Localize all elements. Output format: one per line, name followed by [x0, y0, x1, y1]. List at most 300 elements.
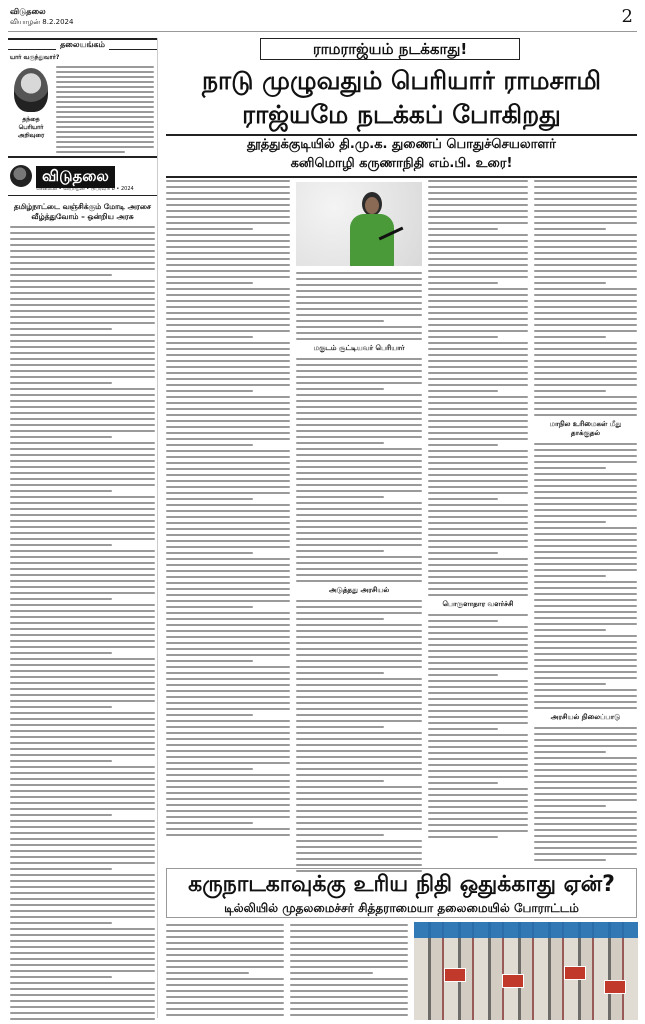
text-line — [166, 528, 290, 530]
text-line — [10, 640, 155, 642]
text-line — [166, 468, 290, 470]
text-line — [296, 484, 422, 486]
text-line — [166, 492, 290, 494]
text-line — [296, 358, 422, 360]
text-line — [10, 568, 155, 570]
text-line — [296, 702, 422, 704]
text-line — [166, 378, 290, 380]
text-line — [428, 680, 528, 682]
text-line — [10, 352, 155, 354]
text-line — [166, 324, 290, 326]
text-line — [296, 544, 422, 546]
text-line — [166, 642, 290, 644]
text-line — [10, 466, 155, 468]
text-line — [166, 330, 290, 332]
text-line — [10, 892, 155, 894]
text-line — [10, 406, 155, 408]
text-line — [428, 186, 528, 188]
text-line — [428, 456, 528, 458]
text-line — [166, 198, 290, 200]
text-line — [296, 720, 422, 722]
text-line — [428, 258, 528, 260]
text-line — [10, 646, 155, 648]
text-line — [10, 316, 155, 318]
text-line — [166, 816, 290, 818]
text-line — [296, 412, 422, 414]
text-line — [534, 695, 637, 697]
text-line — [534, 204, 637, 206]
text-line — [166, 396, 290, 398]
text-line — [10, 502, 155, 504]
text-line — [10, 412, 155, 414]
text-line — [296, 478, 422, 480]
text-line — [166, 420, 290, 422]
text-line — [428, 644, 528, 646]
text-line — [428, 522, 528, 524]
text-line — [290, 966, 408, 968]
text-line — [166, 462, 290, 464]
text-line — [290, 972, 373, 974]
text-line — [428, 210, 528, 212]
text-line — [296, 654, 422, 656]
text-line — [296, 418, 422, 420]
text-line — [534, 805, 606, 807]
text-line — [166, 516, 290, 518]
text-line — [534, 599, 637, 601]
text-line — [10, 988, 155, 990]
text-line — [166, 234, 290, 236]
text-line — [534, 276, 637, 278]
text-line — [10, 520, 155, 522]
text-line — [428, 576, 528, 578]
text-line — [10, 280, 155, 282]
text-line — [428, 614, 528, 616]
text-line — [10, 226, 155, 228]
text-line — [10, 232, 155, 234]
text-line — [296, 370, 422, 372]
text-line — [296, 514, 422, 516]
text-line — [10, 736, 155, 738]
section-subhead: மாநில உரிமைகள் மீது தாக்குதல் — [549, 420, 622, 437]
text-line — [428, 746, 528, 748]
text-line — [10, 874, 155, 876]
text-line — [428, 288, 528, 290]
text-line — [534, 503, 637, 505]
speaker-photo — [296, 182, 422, 266]
text-line — [166, 414, 290, 416]
text-line — [166, 216, 290, 218]
story-subhead — [166, 135, 637, 173]
text-line — [534, 390, 606, 392]
text-line — [534, 443, 637, 445]
text-line — [296, 624, 422, 626]
text-line — [10, 238, 155, 240]
section-subhead: பொருளாதார வளர்ச்சி — [442, 600, 514, 608]
text-line — [166, 402, 290, 404]
text-line — [10, 442, 155, 444]
text-line — [428, 378, 528, 380]
text-line — [296, 376, 422, 378]
text-line — [428, 282, 498, 284]
text-line — [166, 480, 290, 482]
text-line — [166, 966, 284, 968]
text-line — [166, 978, 284, 980]
text-line — [296, 750, 422, 752]
text-line — [534, 787, 637, 789]
text-line — [166, 264, 290, 266]
text-line — [296, 574, 422, 576]
text-line — [296, 568, 422, 570]
text-line — [296, 792, 422, 794]
text-line — [428, 698, 528, 700]
text-line — [428, 540, 528, 542]
text-line — [10, 532, 155, 534]
text-line — [534, 623, 637, 625]
text-line — [534, 671, 637, 673]
text-line — [428, 414, 528, 416]
text-line — [10, 982, 155, 984]
text-line — [534, 799, 637, 801]
text-line — [290, 978, 408, 980]
text-line — [10, 562, 155, 564]
text-line — [166, 186, 290, 188]
text-line — [296, 606, 422, 608]
text-line — [166, 762, 290, 764]
text-line — [10, 928, 155, 930]
headline-small: ராமராஜ்யம் நடக்காது! — [260, 38, 520, 60]
text-line — [166, 828, 290, 830]
text-line — [428, 818, 528, 820]
text-line — [10, 964, 155, 966]
text-line — [10, 784, 155, 786]
text-line — [534, 665, 637, 667]
subhead-rule — [166, 176, 637, 178]
text-line — [428, 198, 528, 200]
text-line — [10, 604, 155, 606]
text-line — [296, 538, 422, 540]
text-line — [428, 462, 528, 464]
text-line — [296, 768, 422, 770]
text-line — [428, 498, 498, 500]
text-line — [428, 474, 528, 476]
text-line — [10, 844, 155, 846]
text-line — [10, 556, 155, 558]
text-line — [428, 626, 528, 628]
text-line — [166, 342, 290, 344]
text-line — [166, 570, 290, 572]
text-line — [166, 744, 290, 746]
text-line — [166, 984, 284, 986]
text-line — [296, 600, 422, 602]
protest-photo — [414, 922, 638, 1020]
text-line — [166, 660, 253, 662]
text-line — [290, 954, 408, 956]
text-line — [428, 722, 528, 724]
text-line — [428, 758, 528, 760]
text-line — [428, 632, 528, 634]
text-line — [296, 278, 422, 280]
text-line — [10, 808, 155, 810]
text-line — [534, 841, 637, 843]
text-line — [10, 1018, 155, 1020]
text-line — [166, 510, 290, 512]
text-line — [10, 244, 155, 246]
masthead-subtitle: சென்னை • வியாழன் • பிப்ரவரி 8 • 2024 — [36, 186, 134, 192]
text-line — [10, 652, 112, 654]
text-line — [10, 268, 155, 270]
text-line — [290, 960, 408, 962]
text-line — [10, 616, 155, 618]
text-line — [534, 192, 637, 194]
text-line — [534, 330, 637, 332]
text-line — [296, 738, 422, 740]
text-line — [428, 830, 528, 832]
text-line — [166, 606, 253, 608]
text-line — [296, 472, 422, 474]
text-line — [296, 502, 422, 504]
text-line — [10, 670, 155, 672]
text-line — [534, 775, 637, 777]
text-line — [428, 240, 528, 242]
portrait-label: தந்தை பெரியார் அறிவுரை — [17, 116, 45, 139]
text-line — [290, 942, 408, 944]
text-line — [166, 246, 290, 248]
text-line — [534, 793, 637, 795]
text-line — [166, 726, 290, 728]
text-line — [534, 491, 637, 493]
text-line — [428, 588, 528, 590]
text-line — [10, 490, 112, 492]
text-line — [534, 294, 637, 296]
text-line — [166, 384, 290, 386]
quote-title: யார் வருந்துவார்? — [10, 54, 60, 61]
text-line — [166, 288, 290, 290]
text-line — [296, 388, 384, 390]
text-line — [534, 521, 606, 523]
text-line — [166, 258, 290, 260]
text-line — [166, 450, 290, 452]
text-line — [10, 1006, 155, 1008]
text-line — [428, 300, 528, 302]
text-line — [166, 306, 290, 308]
text-line — [534, 497, 637, 499]
text-line — [534, 545, 637, 547]
text-line — [428, 192, 528, 194]
text-line — [296, 320, 384, 322]
text-line — [534, 282, 606, 284]
text-line — [10, 934, 155, 936]
text-line — [296, 660, 422, 662]
text-line — [428, 806, 528, 808]
text-line — [166, 558, 290, 560]
text-line — [534, 473, 637, 475]
text-line — [296, 708, 422, 710]
text-line — [534, 402, 637, 404]
text-line — [10, 286, 155, 288]
text-line — [296, 526, 422, 528]
text-line — [10, 886, 155, 888]
text-line — [428, 528, 528, 530]
text-line — [166, 552, 253, 554]
text-line — [166, 594, 290, 596]
text-line — [428, 228, 498, 230]
article-column-4 — [534, 180, 637, 860]
text-line — [10, 292, 155, 294]
text-line — [166, 648, 290, 650]
text-line — [428, 710, 528, 712]
text-line — [10, 898, 155, 900]
text-line — [166, 588, 290, 590]
text-line — [166, 822, 253, 824]
text-line — [296, 636, 422, 638]
text-line — [534, 246, 637, 248]
text-line — [428, 384, 528, 386]
text-line — [166, 942, 284, 944]
text-line — [534, 847, 637, 849]
text-line — [534, 240, 637, 242]
text-line — [166, 576, 290, 578]
text-line — [534, 366, 637, 368]
text-line — [10, 850, 155, 852]
text-line — [296, 666, 422, 668]
bottom-headline: கருநாடகாவுக்கு உரிய நிதி ஒதுக்காது ஏன்? — [188, 872, 615, 897]
text-line — [428, 264, 528, 266]
text-line — [166, 1002, 284, 1004]
text-line — [534, 186, 637, 188]
text-line — [296, 532, 422, 534]
text-line — [534, 539, 637, 541]
text-line — [428, 546, 528, 548]
text-line — [166, 408, 290, 410]
text-line — [10, 628, 155, 630]
text-line — [166, 426, 290, 428]
text-line — [10, 772, 155, 774]
text-line — [166, 804, 290, 806]
text-line — [534, 210, 637, 212]
text-line — [166, 666, 290, 668]
text-line — [534, 180, 637, 182]
text-line — [428, 728, 498, 730]
text-line — [166, 282, 253, 284]
text-line — [166, 1014, 284, 1016]
text-line — [166, 786, 290, 788]
text-line — [428, 704, 528, 706]
text-line — [166, 678, 290, 680]
text-line — [534, 617, 637, 619]
text-line — [10, 256, 155, 258]
text-line — [534, 689, 637, 691]
text-line — [166, 1008, 284, 1010]
text-line — [166, 954, 284, 956]
text-line — [428, 552, 498, 554]
text-line — [166, 222, 290, 224]
text-line — [534, 228, 606, 230]
text-line — [166, 300, 290, 302]
text-line — [10, 610, 155, 612]
text-line — [428, 348, 528, 350]
section-subhead: அரசியல் நிலைப்பாடு — [550, 713, 621, 721]
text-line — [534, 258, 637, 260]
text-line — [534, 198, 637, 200]
text-line — [166, 540, 290, 542]
text-line — [428, 770, 528, 772]
text-line — [534, 593, 637, 595]
text-line — [428, 836, 498, 838]
headline-main — [166, 64, 637, 132]
text-line — [296, 442, 384, 444]
text-line — [166, 534, 290, 536]
text-line — [166, 708, 290, 710]
text-line — [534, 823, 637, 825]
text-line — [296, 780, 384, 782]
text-line — [166, 960, 284, 962]
text-line — [428, 390, 498, 392]
text-line — [428, 270, 528, 272]
periyar-portrait — [14, 68, 48, 112]
text-line — [428, 656, 528, 658]
text-line — [166, 582, 290, 584]
text-line — [10, 460, 155, 462]
text-line — [166, 834, 290, 836]
text-line — [166, 618, 290, 620]
text-line — [534, 509, 637, 511]
text-line — [428, 276, 528, 278]
text-line — [166, 486, 290, 488]
text-line — [428, 740, 528, 742]
text-line — [296, 846, 422, 848]
text-line — [166, 498, 253, 500]
text-line — [296, 618, 384, 620]
text-line — [296, 508, 422, 510]
text-line — [166, 336, 253, 338]
text-line — [10, 790, 155, 792]
text-line — [296, 308, 422, 310]
editorial-masthead — [8, 162, 157, 196]
text-line — [166, 432, 290, 434]
text-line — [10, 544, 112, 546]
text-line — [296, 272, 422, 274]
text-line — [534, 318, 637, 320]
text-line — [10, 700, 155, 702]
text-line — [296, 460, 422, 462]
text-line — [10, 664, 155, 666]
text-line — [10, 298, 155, 300]
text-line — [10, 586, 155, 588]
text-line — [166, 756, 290, 758]
section-subhead: மகுடம் சூட்டியவர் பெரியார் — [313, 344, 405, 352]
page-number: 2 — [621, 6, 633, 27]
text-line — [10, 598, 112, 600]
text-line — [10, 832, 155, 834]
text-line — [166, 276, 290, 278]
text-line — [534, 372, 637, 374]
text-line — [534, 563, 637, 565]
text-line — [428, 800, 528, 802]
text-line — [296, 828, 422, 830]
text-line — [534, 659, 637, 661]
text-line — [428, 788, 528, 790]
text-line — [534, 727, 637, 729]
text-line — [428, 486, 528, 488]
text-line — [534, 288, 637, 290]
text-line — [10, 592, 155, 594]
text-line — [296, 774, 422, 776]
text-line — [296, 364, 422, 366]
page-header — [8, 6, 637, 32]
text-line — [10, 454, 155, 456]
text-line — [166, 990, 284, 992]
text-line — [428, 438, 528, 440]
